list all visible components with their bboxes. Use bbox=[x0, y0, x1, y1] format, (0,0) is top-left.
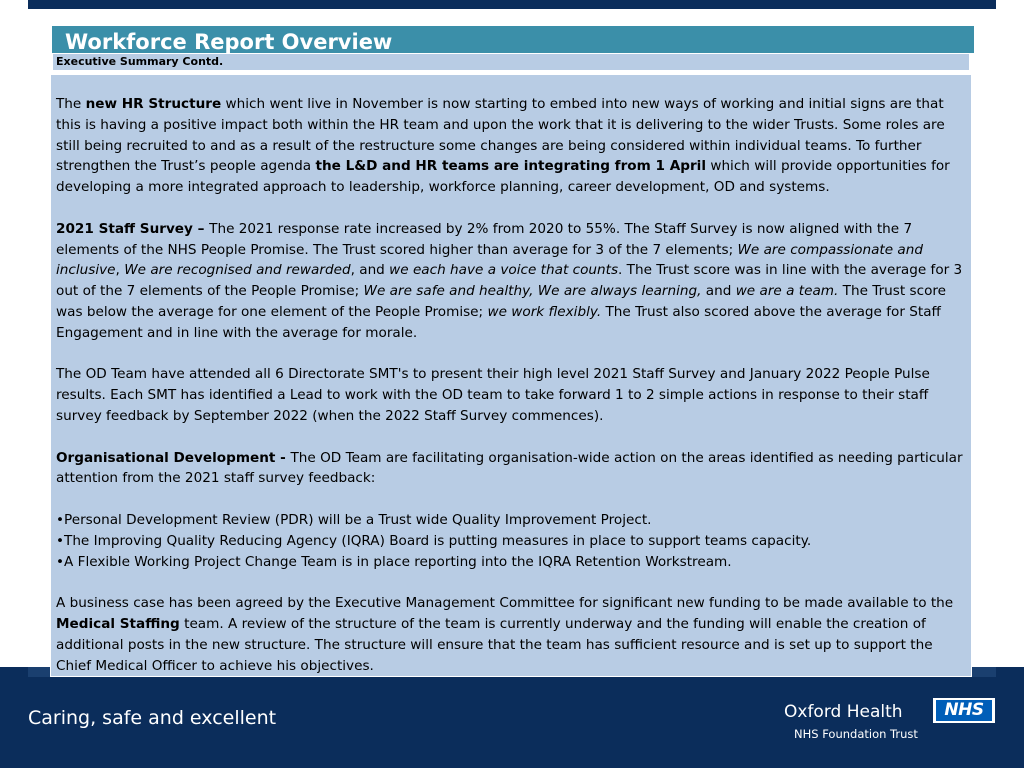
bullet-item: •Personal Development Review (PDR) will be a Trust wide Quality Improvement Project. bbox=[56, 511, 652, 528]
italic-run: we each have a voice that counts bbox=[389, 262, 619, 279]
oxford-health-logo bbox=[784, 698, 1004, 748]
text-run: which will provide opportunities for developing a more integrated approach to leadership, workforce planning, career development, OD and systems. bbox=[56, 158, 950, 196]
bold-run: Organisational Development - bbox=[56, 449, 291, 466]
bold-run: 2021 Staff Survey – bbox=[56, 220, 210, 237]
hr-structure-paragraph bbox=[56, 94, 965, 198]
bullet-item: •The Improving Quality Reducing Agency (IQRA) Board is putting measures in place to support teams capacity. bbox=[56, 532, 812, 549]
staff-survey-paragraph bbox=[56, 219, 965, 344]
paragraph-gap bbox=[56, 198, 965, 219]
italic-run: we are a team. bbox=[735, 283, 839, 300]
bold-run: the L&D and HR teams are integrating from 1 April bbox=[315, 158, 706, 175]
section-subtitle: Executive Summary Contd. bbox=[56, 55, 224, 68]
page-title: Workforce Report Overview bbox=[65, 30, 393, 53]
org-name: Oxford Health bbox=[784, 702, 903, 722]
text-run: . The Trust score was in line with the average for 3 out of the 7 elements of the People Promise; bbox=[56, 262, 963, 300]
content-box bbox=[50, 74, 972, 677]
bold-run: new HR Structure bbox=[85, 96, 222, 112]
text-run: which went live in November is now starting to embed into new ways of working and initial signs are that this is having a positive impact both within the HR team and upon the work that it is delivering to the wider Trusts. Some roles are still being recruited to and as a result of the restructure some changes are being considered within individual teams. To further strengthen the Trust’s people agenda bbox=[56, 96, 945, 175]
subtitle-bar bbox=[52, 53, 970, 71]
footer-tagline: Caring, safe and excellent bbox=[28, 707, 277, 729]
bold-run: Medical Staffing bbox=[56, 615, 180, 632]
nhs-logo-icon bbox=[933, 698, 995, 723]
paragraph-gap bbox=[56, 427, 965, 448]
text-run: team. A review of the structure of the team is currently underway and the funding will enable the creation of additional posts in the new structure. The structure will ensure that the team has sufficient resource and is set up to support the Chief Medical Officer to achieve his objectives. bbox=[56, 615, 933, 674]
medical-staffing-paragraph bbox=[56, 593, 965, 676]
italic-run: We are recognised and rewarded bbox=[124, 262, 351, 279]
footer bbox=[0, 667, 1024, 768]
italic-run: We are safe and healthy, We are always learning, bbox=[363, 283, 702, 300]
text-run: , bbox=[115, 262, 125, 279]
text-run: and bbox=[701, 283, 736, 300]
paragraph-gap bbox=[56, 489, 965, 510]
top-bar bbox=[28, 0, 996, 9]
od-team-paragraph: The OD Team have attended all 6 Directorate SMT's to present their high level 2021 Staff Survey and January 2022 People Pulse results. Each SMT has identified a Lead to work with the OD team to take forward 1 to 2 simple actions in response to their staff survey feedback by September 2022 (when the 2022 Staff Survey commences). bbox=[56, 366, 930, 424]
text-run: A business case has been agreed by the Executive Management Committee for significant new funding to be made available to the bbox=[56, 595, 954, 612]
italic-run: We are compassionate and inclusive bbox=[56, 241, 923, 279]
paragraph-gap bbox=[56, 344, 965, 365]
bullet-item: •A Flexible Working Project Change Team is in place reporting into the IQRA Retention Workstream. bbox=[56, 553, 732, 570]
nhs-badge-text: NHS bbox=[936, 700, 992, 721]
text-run: The OD Team are facilitating organisation-wide action on the areas identified as needing particular attention from the 2021 staff survey feedback: bbox=[56, 449, 963, 487]
italic-run: we work flexibly. bbox=[487, 303, 602, 320]
paragraph-gap bbox=[56, 572, 965, 593]
text-run: The Trust also scored above the average for Staff Engagement and in line with the average for morale. bbox=[56, 303, 941, 341]
organisational-development-paragraph bbox=[56, 448, 965, 490]
text-run: , and bbox=[350, 262, 390, 279]
text-run: The bbox=[56, 96, 86, 112]
text-run: The Trust score was below the average for one element of the People Promise; bbox=[56, 283, 947, 320]
title-banner bbox=[52, 26, 974, 53]
org-subtitle: NHS Foundation Trust bbox=[794, 727, 918, 741]
text-run: The 2021 response rate increased by 2% from 2020 to 55%. The Staff Survey is now aligned with the 7 elements of the NHS People Promise. The Trust scored higher than average for 3 of the 7 elements; bbox=[56, 220, 913, 258]
